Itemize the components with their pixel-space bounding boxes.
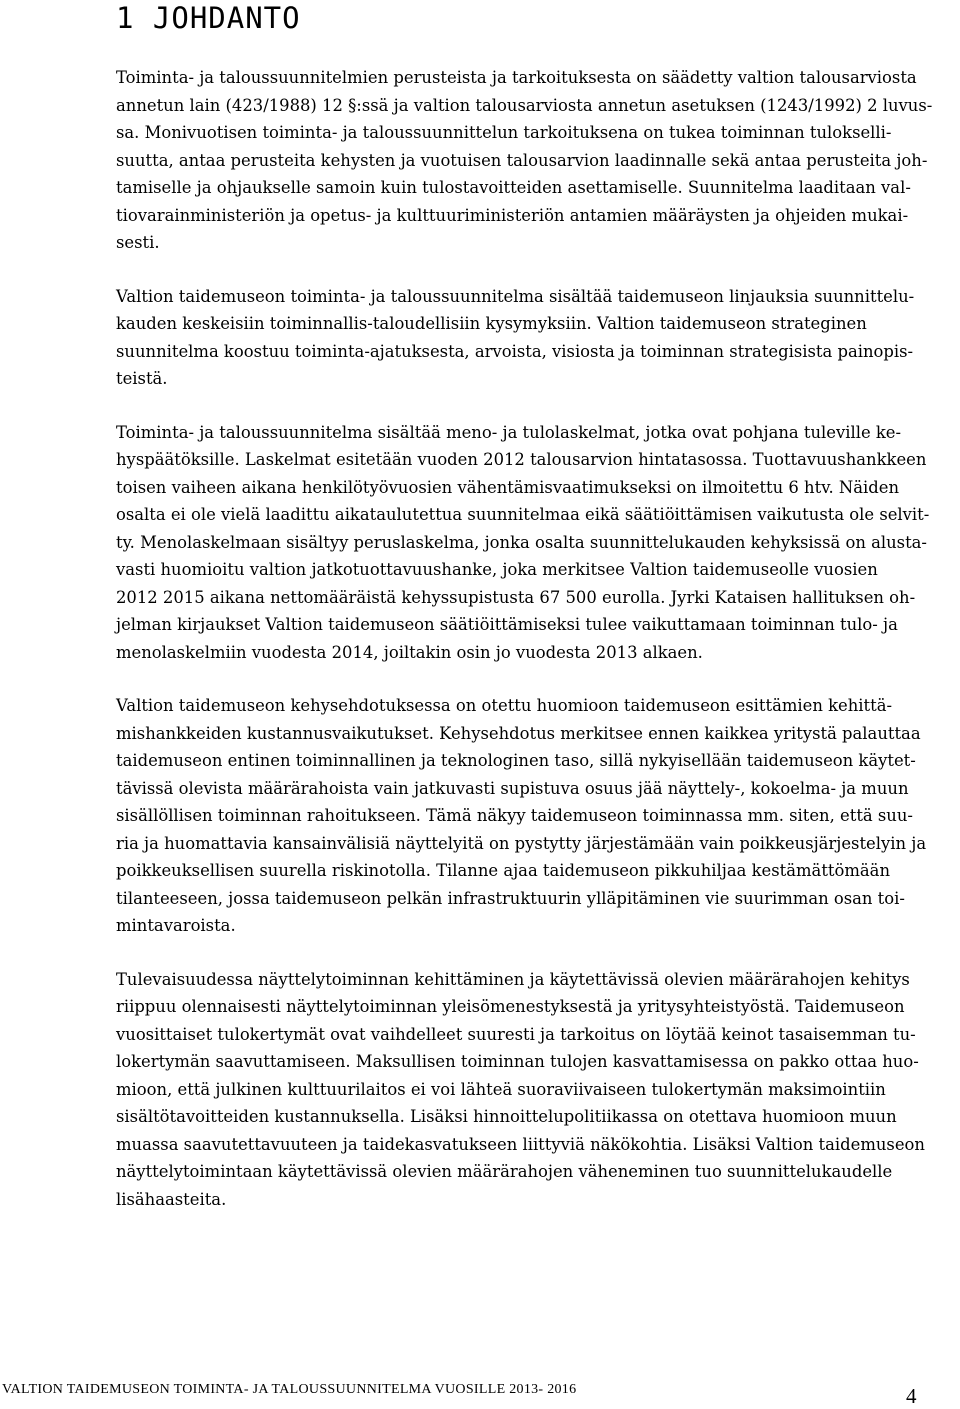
text-line: mioon, että julkinen kulttuurilaitos ei voi lähteä suoraviivaiseen tulokertymän maksimointiin	[116, 1079, 886, 1099]
text-line: sa. Monivuotisen toiminta- ja taloussuunnittelun tarkoituksena on tukea toiminnan tulokselli-	[116, 123, 892, 142]
paragraph-4	[116, 692, 960, 940]
text-line: muassa saavutettavuuteen ja taidekasvatukseen liittyviä näkökohtia. Lisäksi Valtion taidemuseon	[116, 1134, 925, 1154]
text-line: vasti huomioitu valtion jatkotuottavuushanke, joka merkitsee Valtion taidemuseolle vuosien	[116, 560, 878, 579]
text-line: lisähaasteita.	[116, 1189, 227, 1209]
text-line: suutta, antaa perusteita kehysten ja vuotuisen talousarvion laadinnalle sekä antaa perusteita joh-	[116, 150, 928, 170]
text-line: tävissä olevista määrärahoista vain jatkuvasti supistuva osuus jää näyttely-, kokoelma- ja muun	[116, 778, 909, 798]
text-line: mintavaroista.	[116, 916, 236, 935]
footer-document-title: VALTION TAIDEMUSEON TOIMINTA- JA TALOUSSUUNNITELMA VUOSILLE 2013- 2016	[2, 1382, 577, 1397]
text-line: osalta ei ole vielä laadittu aikataulutettua suunnitelmaa eikä säätiöittämisen vaikutusta ole selvit-	[116, 505, 930, 524]
text-line: ty. Menolaskelmaan sisältyy peruslaskelma, jonka osalta suunnittelukauden kehyksissä on alusta-	[116, 532, 927, 552]
text-line: sisältötavoitteiden kustannuksella. Lisäksi hinnoittelupolitiikassa on otettava huomioon muun	[116, 1107, 897, 1126]
text-line: näyttelytoimintaan käytettävissä olevien määrärahojen väheneminen tuo suunnittelukaudelle	[116, 1162, 893, 1181]
text-line: tilanteeseen, jossa taidemuseon pelkän infrastruktuurin ylläpitäminen vie suurimman osan toi-	[116, 888, 905, 908]
text-line: Valtion taidemuseon toiminta- ja taloussuunnitelma sisältää taidemuseon linjauksia suunnittelu-	[116, 286, 915, 306]
text-line: Tulevaisuudessa näyttelytoiminnan kehittäminen ja käytettävissä olevien määrärahojen kehitys	[116, 969, 910, 989]
text-line: Toiminta- ja taloussuunnitelmien perusteista ja tarkoituksesta on säädetty valtion talousarviosta	[116, 68, 917, 87]
page-number: 4	[906, 1384, 917, 1408]
text-line: sisällöllisen toiminnan rahoitukseen. Tämä näkyy taidemuseon toiminnassa mm. siten, että suu-	[116, 806, 913, 825]
paragraph-5	[116, 966, 960, 1214]
text-line: menolaskelmiin vuodesta 2014, joiltakin osin jo vuodesta 2013 alkaen.	[116, 642, 703, 662]
text-line: suunnitelma koostuu toiminta-ajatuksesta, arvoista, visiosta ja toiminnan strategisista painopis-	[116, 341, 914, 361]
text-line: tamiselle ja ohjaukselle samoin kuin tulostavoitteiden asettamiselle. Suunnitelma laaditaan val-	[116, 178, 911, 197]
text-line: annetun lain (423/1988) 12 §:ssä ja valtion talousarviosta annetun asetuksen (1243/1992) 2 luvus-	[116, 95, 933, 115]
text-line: lokertymän saavuttamiseen. Maksullisen toiminnan tulojen kasvattamisessa on pakko ottaa huo-	[116, 1052, 919, 1071]
text-line: riippuu olennaisesti näyttelytoiminnan yleisömenestyksestä ja yritysyhteistyöstä. Taidemuseon	[116, 997, 905, 1016]
text-line: sesti.	[116, 233, 160, 252]
text-line: tiovarainministeriön ja opetus- ja kulttuuriministeriön antamien määräysten ja ohjeiden mukai-	[116, 205, 909, 225]
text-line: ria ja huomattavia kansainvälisiä näyttelyitä on pystytty järjestämään vain poikkeusjärjestelyin ja	[116, 833, 927, 853]
text-line: poikkeuksellisen suurella riskinotolla. Tilanne ajaa taidemuseon pikkuhiljaa kestämättömään	[116, 861, 891, 880]
text-line: taidemuseon entinen toiminnallinen ja teknologinen taso, sillä nykyisellään taidemuseon käytet-	[116, 751, 916, 770]
text-line: Valtion taidemuseon kehysehdotuksessa on otettu huomioon taidemuseon esittämien kehittä-	[116, 696, 893, 715]
text-line: 2012 2015 aikana nettomääräistä kehyssupistusta 67 500 eurolla. Jyrki Kataisen hallituksen oh-	[116, 587, 916, 607]
text-line: Toiminta- ja taloussuunnitelma sisältää meno- ja tulolaskelmat, jotka ovat pohjana tuleville ke-	[116, 422, 902, 442]
text-line: teistä.	[116, 369, 168, 388]
text-line: jelman kirjaukset Valtion taidemuseon säätiöittämiseksi tulee vaikuttamaan toiminnan tulo- ja	[116, 615, 898, 634]
text-line: toisen vaiheen aikana henkilötyövuosien vähentämisvaatimukseksi on ilmoitettu 6 htv. Näiden	[116, 477, 900, 497]
text-line: vuosittaiset tulokertymät ovat vaihdelleet suuresti ja tarkoitus on löytää keinot tasaisemman tu-	[116, 1024, 916, 1044]
document-body	[116, 64, 960, 1239]
text-line: mishankkeiden kustannusvaikutukset. Kehysehdotus merkitsee ennen kaikkea yritystä palauttaa	[116, 723, 921, 743]
paragraph-3	[116, 419, 960, 667]
paragraph-2	[116, 283, 960, 393]
paragraph-1	[116, 64, 960, 257]
text-line: kauden keskeisiin toiminnallis-taloudellisiin kysymyksiin. Valtion taidemuseon strateginen	[116, 314, 867, 333]
text-line: hyspäätöksille. Laskelmat esitetään vuoden 2012 talousarvion hintatasossa. Tuottavuushankkeen	[116, 450, 927, 469]
section-heading: 1 JOHDANTO	[116, 1, 301, 35]
